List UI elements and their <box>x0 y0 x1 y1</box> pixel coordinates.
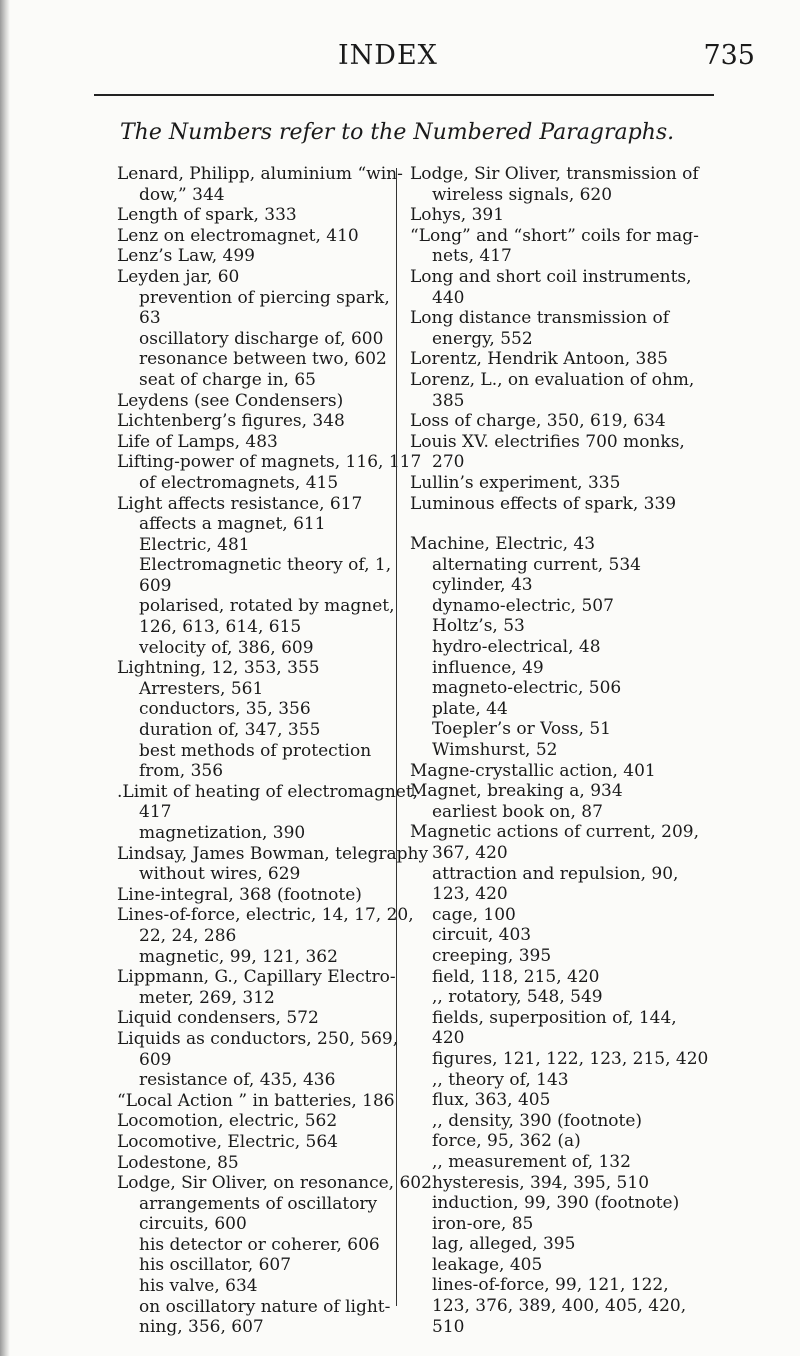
index-subentry: field, 118, 215, 420 <box>432 966 600 987</box>
index-subentry: magnetization, 390 <box>139 823 306 843</box>
index-subentry: resistance of, 435, 436 <box>139 1070 336 1091</box>
index-subentry: 63 <box>139 308 161 329</box>
index-subentry: circuit, 403 <box>432 925 532 946</box>
index-subentry: Holtz’s, 53 <box>432 616 525 637</box>
page-number: 735 <box>703 40 755 71</box>
index-entry: Locomotive, Electric, 564 <box>117 1131 338 1152</box>
index-entry: Locomotion, electric, 562 <box>117 1111 338 1132</box>
index-subentry: from, 356 <box>139 761 224 782</box>
index-subentry: prevention of piercing spark, <box>139 287 390 308</box>
index-subentry: 420 <box>432 1028 465 1049</box>
index-entry: Lorentz, Hendrik Antoon, 385 <box>410 349 668 370</box>
index-subentry: 440 <box>432 287 465 308</box>
index-subentry: attraction and repulsion, 90, <box>432 863 679 884</box>
index-entry: Lenard, Philipp, aluminium “win- <box>117 164 403 184</box>
index-subentry: nets, 417 <box>432 246 512 267</box>
index-subentry: lines-of-force, 99, 121, 122, <box>432 1275 669 1296</box>
index-entry: Machine, Electric, 43 <box>410 534 596 555</box>
index-column-right <box>410 164 730 1337</box>
index-entry: Lichtenberg’s figures, 348 <box>117 411 345 432</box>
page-title: INDEX <box>338 40 438 71</box>
index-entry: Leyden jar, 60 <box>117 266 240 287</box>
index-subentry: ,, theory of, 143 <box>432 1069 569 1090</box>
index-subentry: force, 95, 362 (a) <box>432 1131 581 1152</box>
index-subentry: Wimshurst, 52 <box>432 740 558 761</box>
page-binding-edge <box>0 0 10 1356</box>
index-subentry: 510 <box>432 1316 465 1337</box>
index-subentry: meter, 269, 312 <box>139 987 275 1008</box>
index-subentry: oscillatory discharge of, 600 <box>139 328 384 349</box>
index-subentry: hydro-electrical, 48 <box>432 637 601 658</box>
index-subentry: hysteresis, 394, 395, 510 <box>432 1172 650 1193</box>
index-entry: Lullin’s experiment, 335 <box>410 472 621 493</box>
index-entry: Lindsay, James Bowman, telegraphy <box>117 843 429 864</box>
index-entry: Luminous effects of spark, 339 <box>410 493 677 514</box>
index-entry: Leydens (see Condensers) <box>117 390 344 411</box>
index-entry: Louis XV. electrifies 700 monks, <box>410 431 685 452</box>
index-subentry: Toepler’s or Voss, 51 <box>432 719 611 740</box>
index-subentry: magneto-electric, 506 <box>432 678 622 699</box>
index-subentry: magnetic, 99, 121, 362 <box>139 946 338 967</box>
index-subentry: 609 <box>139 575 172 596</box>
index-subentry: his oscillator, 607 <box>139 1255 292 1276</box>
index-subentry: 270 <box>432 452 465 473</box>
index-subentry: Electric, 481 <box>139 534 250 555</box>
index-entry: Lenz’s Law, 499 <box>117 246 256 267</box>
index-column-left <box>117 164 437 1338</box>
index-entry: Lorenz, L., on evaluation of ohm, <box>410 369 695 390</box>
index-entry: Lippmann, G., Capillary Electro- <box>117 967 396 988</box>
index-entry: Lodge, Sir Oliver, transmission of <box>410 164 699 184</box>
index-subentry: circuits, 600 <box>139 1214 247 1235</box>
index-subentry: seat of charge in, 65 <box>139 369 316 390</box>
index-subentry: 417 <box>139 802 172 823</box>
index-entry: Long and short coil instruments, <box>410 266 692 287</box>
index-entry: Magnet, breaking a, 934 <box>410 781 623 802</box>
index-subentry: affects a magnet, 611 <box>139 514 326 535</box>
index-entry: Length of spark, 333 <box>117 205 297 226</box>
index-subentry: 22, 24, 286 <box>139 925 237 946</box>
index-subentry: leakage, 405 <box>432 1254 543 1275</box>
index-subentry: 385 <box>432 390 465 411</box>
index-subentry: 126, 613, 614, 615 <box>139 617 302 638</box>
index-entry: Lodge, Sir Oliver, on resonance, 602 <box>117 1173 432 1194</box>
index-subentry: ning, 356, 607 <box>139 1317 264 1338</box>
index-entry: .Limit of heating of electromagnet, <box>117 781 419 802</box>
index-subentry: his detector or coherer, 606 <box>139 1234 380 1255</box>
index-entry: Light affects resistance, 617 <box>117 493 363 514</box>
index-subentry: conductors, 35, 356 <box>139 699 311 720</box>
index-subentry: dow,” 344 <box>139 184 225 205</box>
index-section-gap <box>410 514 730 534</box>
index-subentry: velocity of, 386, 609 <box>139 637 314 658</box>
index-subentry: ,, rotatory, 548, 549 <box>432 987 603 1008</box>
index-caption: The Numbers refer to the Numbered Paragraphs. <box>120 120 675 145</box>
index-subentry: Arresters, 561 <box>139 678 264 699</box>
index-subentry: ,, measurement of, 132 <box>432 1151 631 1172</box>
index-entry: “Long” and “short” coils for mag- <box>410 225 699 246</box>
index-entry: Lifting-power of magnets, 116, 117 <box>117 452 422 473</box>
index-subentry: 367, 420 <box>432 843 508 863</box>
index-subentry: influence, 49 <box>432 657 544 678</box>
index-entry: Long distance transmission of <box>410 308 670 329</box>
index-subentry: without wires, 629 <box>139 864 301 885</box>
index-entry: Liquid condensers, 572 <box>117 1008 319 1029</box>
index-subentry: 609 <box>139 1049 172 1070</box>
index-subentry: energy, 552 <box>432 328 533 349</box>
index-entry: Lohys, 391 <box>410 205 505 226</box>
index-subentry: flux, 363, 405 <box>432 1090 551 1111</box>
index-subentry: cylinder, 43 <box>432 575 533 596</box>
column-divider <box>396 168 397 1306</box>
header-rule <box>94 94 714 96</box>
index-entry: Loss of charge, 350, 619, 634 <box>410 411 666 432</box>
index-entry: Magnetic actions of current, 209, <box>410 822 700 843</box>
index-subentry: lag, alleged, 395 <box>432 1234 576 1255</box>
index-subentry: alternating current, 534 <box>432 554 641 575</box>
index-subentry: dynamo-electric, 507 <box>432 595 614 616</box>
index-entry: Lodestone, 85 <box>117 1152 239 1173</box>
index-entry: Line-integral, 368 (footnote) <box>117 884 362 905</box>
index-subentry: ,, density, 390 (footnote) <box>432 1110 643 1131</box>
index-subentry: 123, 376, 389, 400, 405, 420, <box>432 1296 687 1317</box>
index-entry: Life of Lamps, 483 <box>117 431 278 452</box>
index-subentry: best methods of protection <box>139 740 372 761</box>
index-subentry: arrangements of oscillatory <box>139 1193 378 1214</box>
index-subentry: fields, superposition of, 144, <box>432 1007 677 1028</box>
index-subentry: plate, 44 <box>432 698 508 719</box>
index-subentry: resonance between two, 602 <box>139 349 387 370</box>
index-subentry: his valve, 634 <box>139 1276 258 1297</box>
index-subentry: earliest book on, 87 <box>432 801 603 822</box>
index-subentry: 123, 420 <box>432 884 508 905</box>
index-subentry: of electromagnets, 415 <box>139 472 339 493</box>
index-subentry: on oscillatory nature of light- <box>139 1296 391 1317</box>
page-header <box>0 40 800 80</box>
index-entry: Liquids as conductors, 250, 569, <box>117 1028 399 1049</box>
index-entry: Magne-crystallic action, 401 <box>410 760 656 781</box>
index-entry: Lightning, 12, 353, 355 <box>117 658 320 679</box>
index-subentry: creeping, 395 <box>432 945 552 966</box>
index-subentry: induction, 99, 390 (footnote) <box>432 1193 680 1214</box>
index-entry: Lines-of-force, electric, 14, 17, 20, <box>117 905 414 926</box>
index-subentry: figures, 121, 122, 123, 215, 420 <box>432 1048 709 1069</box>
index-entry: “Local Action ” in batteries, 186 <box>117 1090 395 1111</box>
index-entry: Lenz on electromagnet, 410 <box>117 225 359 246</box>
index-subentry: wireless signals, 620 <box>432 184 613 205</box>
index-subentry: cage, 100 <box>432 904 516 925</box>
index-subentry: Electromagnetic theory of, 1, <box>139 555 392 576</box>
index-subentry: polarised, rotated by magnet, <box>139 596 395 617</box>
index-subentry: iron-ore, 85 <box>432 1213 534 1234</box>
index-subentry: duration of, 347, 355 <box>139 720 321 741</box>
